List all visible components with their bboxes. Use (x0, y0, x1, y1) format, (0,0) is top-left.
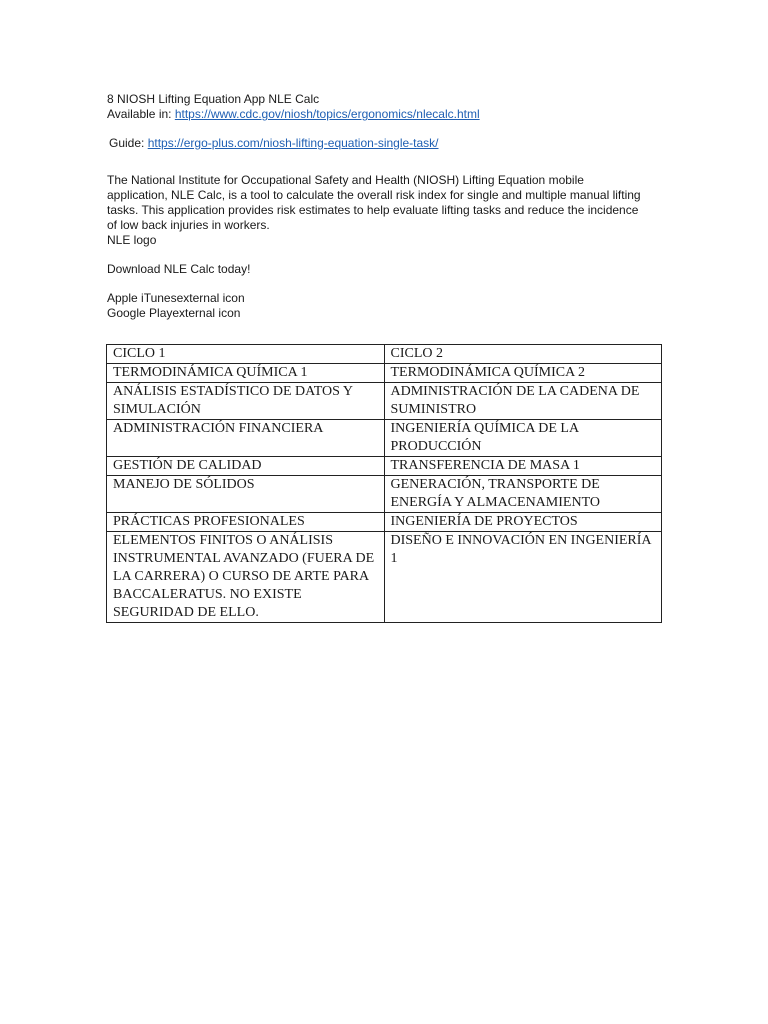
table-row (107, 532, 662, 623)
google-play-link[interactable]: Google Playexternal icon (107, 306, 241, 320)
document-body (107, 92, 667, 321)
description-paragraph: The National Institute for Occupational Safety and Health (NIOSH) Lifting Equation mobile application, NLE Calc, is a tool to calculate the overall risk index for single and multiple manual lifting tasks. This application provides risk estimates to help evaluate lifting tasks and reduce the incidence of low back injuries in workers. (107, 173, 641, 232)
cdc-link[interactable]: https://www.cdc.gov/niosh/topics/ergonomics/nlecalc.html (174, 107, 480, 121)
logo-alt-text: NLE logo (107, 233, 157, 247)
table-cell: ADMINISTRACIÓN FINANCIERA (107, 420, 385, 457)
table-row (107, 345, 662, 364)
available-prefix: Available in: (107, 107, 175, 121)
table-row (107, 513, 662, 532)
table-cell: GESTIÓN DE CALIDAD (107, 457, 385, 476)
table-row (107, 364, 662, 383)
apple-itunes-link[interactable]: Apple iTunesexternal icon (107, 291, 245, 305)
table-cell: ANÁLISIS ESTADÍSTICO DE DATOS Y SIMULACIÓN (107, 383, 385, 420)
table-cell: TRANSFERENCIA DE MASA 1 (384, 457, 662, 476)
table-cell: PRÁCTICAS PROFESIONALES (107, 513, 385, 532)
table-cell: DISEÑO E INNOVACIÓN EN INGENIERÍA 1 (384, 532, 662, 623)
table-cell: ELEMENTOS FINITOS O ANÁLISIS INSTRUMENTAL AVANZADO (FUERA DE LA CARRERA) O CURSO DE ARTE PARA BACCALERATUS. NO EXISTE SEGURIDAD DE ELLO. (107, 532, 385, 623)
table-cell: INGENIERÍA QUÍMICA DE LA PRODUCCIÓN (384, 420, 662, 457)
table-cell: ADMINISTRACIÓN DE LA CADENA DE SUMINISTRO (384, 383, 662, 420)
table-cell: TERMODINÁMICA QUÍMICA 1 (107, 364, 385, 383)
table-cell: GENERACIÓN, TRANSPORTE DE ENERGÍA Y ALMACENAMIENTO (384, 476, 662, 513)
download-text: Download NLE Calc today! (107, 262, 251, 276)
table-row (107, 420, 662, 457)
courses-table (106, 344, 662, 623)
document-title: 8 NIOSH Lifting Equation App NLE Calc (107, 92, 320, 106)
table-cell: TERMODINÁMICA QUÍMICA 2 (384, 364, 662, 383)
guide-prefix: Guide: (109, 136, 148, 150)
table-row (107, 476, 662, 513)
table-row (107, 383, 662, 420)
guide-line (107, 136, 667, 151)
ergo-plus-link[interactable]: https://ergo-plus.com/niosh-lifting-equation-single-task/ (147, 136, 439, 150)
table-cell: MANEJO DE SÓLIDOS (107, 476, 385, 513)
table-cell: CICLO 2 (384, 345, 662, 364)
available-line (107, 107, 667, 122)
table-cell: CICLO 1 (107, 345, 385, 364)
table-row (107, 457, 662, 476)
table-cell: INGENIERÍA DE PROYECTOS (384, 513, 662, 532)
